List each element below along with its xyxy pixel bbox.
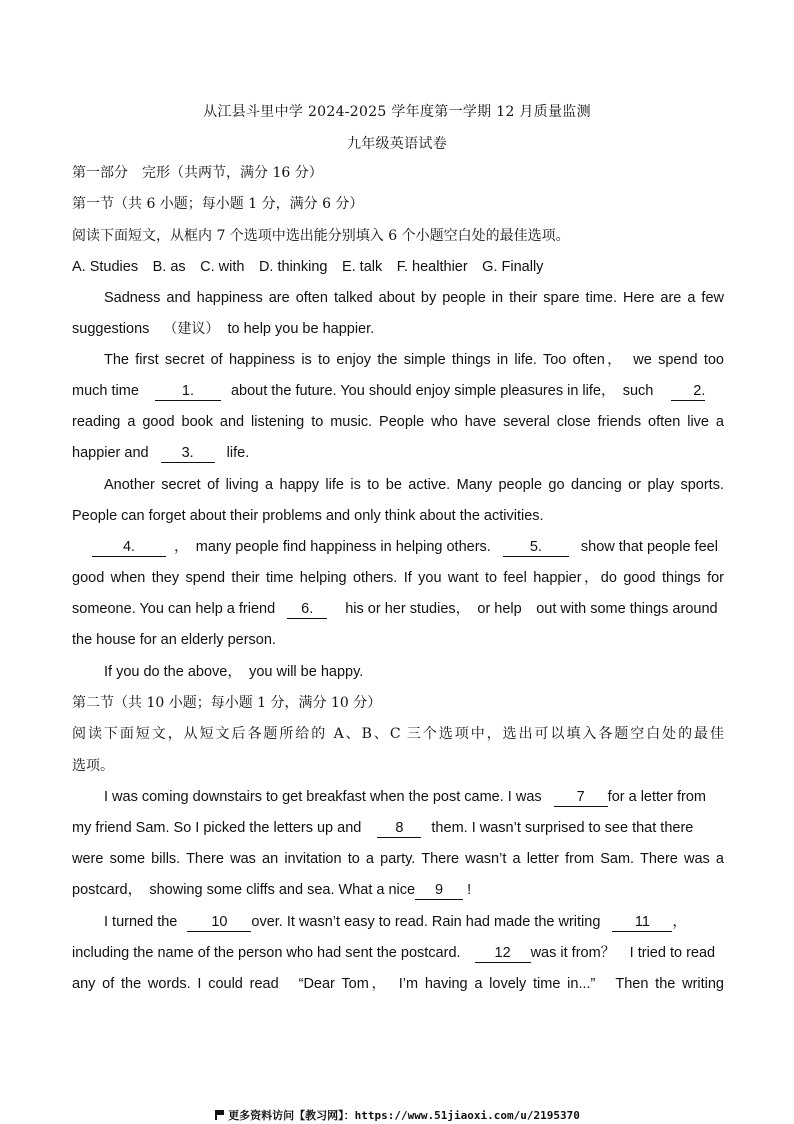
text-run: them. I wasn’t surprised to see that there bbox=[431, 820, 694, 836]
blank-2[interactable]: 2. bbox=[671, 383, 705, 401]
text-run: about the future. You should enjoy simple pleasures in life， such bbox=[230, 383, 654, 399]
passage2-line: any of the words. I could read “Dear Tom， I’m having a lovely time in...” Then the writing bbox=[72, 976, 724, 992]
passage1-line bbox=[92, 537, 724, 557]
flag-icon bbox=[214, 1110, 224, 1120]
passage1-line bbox=[72, 599, 724, 619]
passage1-line: Sadness and happiness are often talked about by people in their spare time. Here are a few bbox=[104, 290, 724, 306]
text-run: life. bbox=[226, 445, 250, 461]
blank-12[interactable]: 12 bbox=[475, 945, 531, 963]
passage2-line bbox=[72, 880, 724, 900]
blank-5[interactable]: 5. bbox=[503, 539, 569, 557]
blank-3[interactable]: 3. bbox=[161, 445, 215, 463]
section2-heading: 第二节（共 10 小题；每小题 1 分，满分 10 分） bbox=[72, 695, 382, 711]
passage1-line bbox=[72, 381, 724, 401]
text-run: happier and bbox=[72, 445, 149, 461]
text-run: my friend Sam. So I picked the letters up and bbox=[72, 820, 362, 836]
passage1-line: People can forget about their problems and only think about the activities. bbox=[72, 508, 544, 524]
passage1-line: If you do the above， you will be happy. bbox=[104, 664, 364, 680]
text-run: much time bbox=[72, 383, 139, 399]
text-run: for a letter from bbox=[607, 789, 706, 805]
text-run: I turned the bbox=[104, 914, 178, 930]
section2-instruction: 阅读下面短文，从短文后各题所给的 A、B、C 三个选项中，选出可以填入各题空白处的最佳 bbox=[72, 726, 724, 742]
text-run: ， bbox=[672, 914, 687, 930]
passage2-line: were some bills. There was an invitation to a party. There wasn’t a letter from Sam. There was a bbox=[72, 851, 724, 867]
passage2-line bbox=[72, 818, 724, 838]
footer-banner[interactable] bbox=[0, 1107, 794, 1123]
passage1-line bbox=[72, 443, 724, 463]
blank-1[interactable]: 1. bbox=[155, 383, 221, 401]
section1-heading: 第一节（共 6 小题；每小题 1 分，满分 6 分） bbox=[72, 196, 364, 212]
blank-10[interactable]: 10 bbox=[187, 914, 251, 932]
text-run: including the name of the person who had sent the postcard. bbox=[72, 945, 461, 961]
passage1-line: Another secret of living a happy life is to be active. Many people go dancing or play sports. bbox=[104, 477, 724, 493]
text-run: over. It wasn’t easy to read. Rain had made the writing bbox=[251, 914, 601, 930]
text-run: was it from？ I tried to read bbox=[530, 945, 716, 961]
part1-heading: 第一部分 完形（共两节，满分 16 分） bbox=[72, 165, 323, 181]
option-box: A. Studies B. as C. with D. thinking E. talk F. healthier G. Finally bbox=[72, 259, 544, 275]
text-run: to help you be happier. bbox=[227, 321, 375, 337]
passage1-line: The first secret of happiness is to enjoy the simple things in life. Too often， we spend too bbox=[104, 352, 724, 368]
passage2-line bbox=[104, 787, 724, 807]
blank-11[interactable]: 11 bbox=[612, 914, 672, 932]
section2-instruction-cont: 选项。 bbox=[72, 758, 114, 774]
blank-9[interactable]: 9 bbox=[415, 882, 463, 900]
passage2-line bbox=[104, 912, 724, 932]
passage1-line: the house for an elderly person. bbox=[72, 632, 276, 648]
blank-7[interactable]: 7 bbox=[554, 789, 608, 807]
text-run: I was coming downstairs to get breakfast when the post came. I was bbox=[104, 789, 542, 805]
footer-link[interactable]: 更多资料访问【教习网】：https://www.51jiaoxi.com/u/2195370 bbox=[228, 1109, 580, 1122]
text-run: ， many people find happiness in helping others. bbox=[174, 539, 491, 555]
blank-4[interactable]: 4. bbox=[92, 539, 166, 557]
text-run: suggestions bbox=[72, 321, 150, 337]
blank-8[interactable]: 8 bbox=[377, 820, 421, 838]
text-run: his or her studies， or help out with some things around bbox=[345, 601, 718, 617]
text-run: postcard， showing some cliffs and sea. What a nice bbox=[72, 882, 416, 898]
text-run: show that people feel bbox=[580, 539, 718, 555]
passage2-line bbox=[72, 943, 724, 963]
text-run: ! bbox=[467, 882, 472, 898]
text-run: someone. You can help a friend bbox=[72, 601, 276, 617]
exam-title: 从江县斗里中学 2024-2025 学年度第一学期 12 月质量监测 bbox=[203, 104, 591, 120]
section1-instruction: 阅读下面短文，从框内 7 个选项中选出能分别填入 6 个小题空白处的最佳选项。 bbox=[72, 228, 570, 244]
blank-6[interactable]: 6. bbox=[287, 601, 327, 619]
text-run: （建议） bbox=[163, 321, 220, 337]
passage1-line bbox=[72, 319, 724, 339]
passage1-line: reading a good book and listening to music. People who have several close friends often live a bbox=[72, 414, 724, 430]
passage1-line: good when they spend their time helping others. If you want to feel happier，do good things for bbox=[72, 570, 724, 586]
exam-subtitle: 九年级英语试卷 bbox=[346, 136, 448, 152]
